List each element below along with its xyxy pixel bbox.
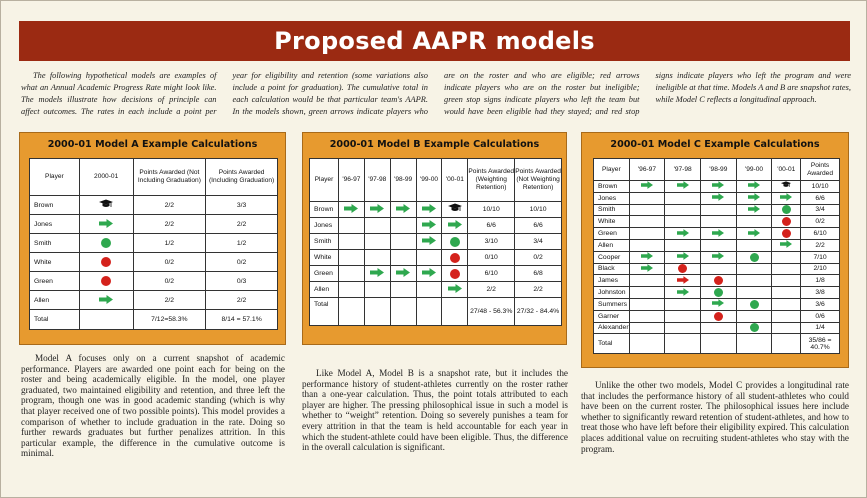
player-name: Smith xyxy=(30,234,80,253)
status-cell xyxy=(79,291,133,310)
table-row xyxy=(310,234,562,250)
status-cell xyxy=(79,234,133,253)
intro-text: The following hypothetical models are examples of what an Annual Academic Progress Rate might look like. The models illustrate how decisions of principle can affect outcomes. The rates in each include a point per year for eligibility and retention (some variations also include a point for graduation). The cumulative total in each calculation would be that particular team's AAPR. In the models shown, green arrows indicate players who are on the roster and who are eligible; red arrows indicate players who are on the roster but ineligible; green stop signs indicate players who left the team but would have been eligible had they stayed; and red stop signs indicate players who left the program and were ineligible at that time. Models A and B are snapshot rates, while Model C reflects a longitudinal approach. xyxy=(21,71,851,116)
green-arrow-icon xyxy=(396,204,410,215)
status-cell xyxy=(442,282,468,298)
points-cell: 1/8 xyxy=(801,275,840,287)
status-cell xyxy=(772,251,801,263)
status-cell xyxy=(665,275,701,287)
table-row xyxy=(30,234,278,253)
red-arrow-icon xyxy=(677,276,689,286)
player-name: Allen xyxy=(30,291,80,310)
status-cell xyxy=(736,204,772,216)
model-a-panel xyxy=(19,132,286,345)
status-cell xyxy=(416,282,442,298)
green-arrow-icon xyxy=(780,193,792,203)
points-cell: 0/2 xyxy=(206,253,278,272)
player-name: White xyxy=(594,216,630,228)
status-cell xyxy=(416,266,442,282)
header-year: '99-00 xyxy=(736,159,772,181)
points-cell: 3/8 xyxy=(801,287,840,299)
player-name: Allen xyxy=(594,239,630,251)
status-cell xyxy=(442,250,468,266)
status-cell xyxy=(629,204,665,216)
points-cell: 6/10 xyxy=(801,228,840,240)
table-row xyxy=(594,204,840,216)
status-cell xyxy=(700,216,736,228)
total-points: 27/48 - 56.3% xyxy=(468,298,515,326)
green-arrow-icon xyxy=(99,219,113,230)
player-name: Alexander xyxy=(594,322,630,334)
player-name: Black xyxy=(594,263,630,275)
player-name: Johnston xyxy=(594,287,630,299)
player-name: Jones xyxy=(30,215,80,234)
empty-cell xyxy=(364,298,390,326)
status-cell xyxy=(442,218,468,234)
points-cell: 2/2 xyxy=(801,239,840,251)
status-cell xyxy=(364,266,390,282)
status-cell xyxy=(629,322,665,334)
green-arrow-icon xyxy=(422,220,436,231)
status-cell xyxy=(772,322,801,334)
status-cell xyxy=(665,216,701,228)
table-row xyxy=(310,202,562,218)
player-name: Smith xyxy=(310,234,339,250)
red-stop-icon xyxy=(678,264,687,273)
status-cell xyxy=(700,251,736,263)
red-stop-icon xyxy=(714,276,723,285)
points-cell: 0/6 xyxy=(801,310,840,322)
table-row xyxy=(594,181,840,193)
green-arrow-icon xyxy=(396,268,410,279)
status-cell xyxy=(736,192,772,204)
status-cell xyxy=(736,228,772,240)
status-cell xyxy=(736,287,772,299)
status-cell xyxy=(629,239,665,251)
points-cell: 3/4 xyxy=(801,204,840,216)
points-cell: 0/2 xyxy=(133,253,206,272)
green-arrow-icon xyxy=(422,204,436,215)
points-cell: 2/2 xyxy=(206,215,278,234)
status-cell xyxy=(772,216,801,228)
status-cell xyxy=(364,234,390,250)
model-c-table xyxy=(593,158,840,354)
table-row xyxy=(594,263,840,275)
green-stop-icon xyxy=(450,237,460,247)
green-arrow-icon xyxy=(99,295,113,306)
table-row xyxy=(310,218,562,234)
points-cell: 0/3 xyxy=(206,272,278,291)
player-name: Allen xyxy=(310,282,339,298)
red-stop-icon xyxy=(101,276,111,286)
empty-cell xyxy=(700,334,736,354)
status-cell xyxy=(665,287,701,299)
status-cell xyxy=(338,218,364,234)
status-cell xyxy=(629,251,665,263)
status-cell xyxy=(772,181,801,193)
status-cell xyxy=(390,282,416,298)
status-cell xyxy=(700,228,736,240)
empty-cell xyxy=(338,298,364,326)
status-cell xyxy=(772,310,801,322)
points-cell: 0/2 xyxy=(515,250,562,266)
header-points-with-graduation: Points Awarded (Including Graduation) xyxy=(206,159,278,196)
points-cell: 2/2 xyxy=(515,282,562,298)
header-points-no-graduation: Points Awarded (Not Including Graduation) xyxy=(133,159,206,196)
status-cell xyxy=(700,204,736,216)
status-cell xyxy=(416,218,442,234)
model-a-description: Model A focuses only on a current snapshot of academic performance. Players are awarded one point each for being on the roster and being academically eligible. In the model, one player graduated, two maintained eligibility and retention, and three left the program, though one was in good academic standing (which is why that player received one of two possible points). This model provides a comparison of whether to include graduation in the rate. Doing so further rewards graduates but further penalizes attrition. In this particular example, the difference in the cumulative outcome is minimal. xyxy=(21,353,285,459)
status-cell xyxy=(364,250,390,266)
points-cell: 3/4 xyxy=(515,234,562,250)
header-year: '97-98 xyxy=(665,159,701,181)
status-cell xyxy=(772,275,801,287)
empty-cell xyxy=(665,334,701,354)
player-name: Brown xyxy=(594,181,630,193)
status-cell xyxy=(736,263,772,275)
green-arrow-icon xyxy=(712,299,724,309)
player-name: Green xyxy=(310,266,339,282)
status-cell xyxy=(772,263,801,275)
status-cell xyxy=(736,251,772,263)
red-stop-icon xyxy=(714,312,723,321)
status-cell xyxy=(79,272,133,291)
status-cell xyxy=(700,192,736,204)
points-cell: 2/2 xyxy=(133,291,206,310)
points-cell: 1/2 xyxy=(206,234,278,253)
player-name: Green xyxy=(30,272,80,291)
status-cell xyxy=(772,204,801,216)
green-arrow-icon xyxy=(780,240,792,250)
table-row xyxy=(594,192,840,204)
green-arrow-icon xyxy=(641,264,653,274)
status-cell xyxy=(700,298,736,310)
header-year: '97-98 xyxy=(364,159,390,202)
header-year: '96-97 xyxy=(338,159,364,202)
status-cell xyxy=(665,181,701,193)
empty-cell xyxy=(416,298,442,326)
points-cell: 6/6 xyxy=(801,192,840,204)
status-cell xyxy=(665,298,701,310)
status-cell xyxy=(390,266,416,282)
green-arrow-icon xyxy=(677,288,689,298)
status-cell xyxy=(736,310,772,322)
red-stop-icon xyxy=(782,229,791,238)
status-cell xyxy=(736,275,772,287)
status-cell xyxy=(629,310,665,322)
status-cell xyxy=(700,181,736,193)
status-cell xyxy=(629,275,665,287)
header-player: Player xyxy=(594,159,630,181)
header-player: Player xyxy=(310,159,339,202)
points-cell: 10/10 xyxy=(468,202,515,218)
green-arrow-icon xyxy=(677,252,689,262)
status-cell xyxy=(736,298,772,310)
table-row xyxy=(594,310,840,322)
table-row xyxy=(594,228,840,240)
green-arrow-icon xyxy=(422,268,436,279)
model-a-title: 2000-01 Model A Example Calculations xyxy=(47,139,258,150)
status-cell xyxy=(442,266,468,282)
table-row xyxy=(310,282,562,298)
points-cell: 1/2 xyxy=(133,234,206,253)
status-cell xyxy=(736,322,772,334)
header-year: '96-97 xyxy=(629,159,665,181)
status-cell xyxy=(665,239,701,251)
points-cell: 2/2 xyxy=(468,282,515,298)
status-cell xyxy=(700,239,736,251)
table-row xyxy=(30,215,278,234)
status-cell xyxy=(364,218,390,234)
status-cell xyxy=(629,216,665,228)
green-arrow-icon xyxy=(712,252,724,262)
player-name: Brown xyxy=(310,202,339,218)
red-stop-icon xyxy=(450,269,460,279)
total-label: Total xyxy=(310,298,339,326)
table-row xyxy=(594,287,840,299)
green-stop-icon xyxy=(750,300,759,309)
model-c-description: Unlike the other two models, Model C provides a longitudinal rate that includes the performance history of all student-athletes who could have been on the current roster. The philosophical issues here include whether to significantly reward retention of student-athletes, and how to treat those who have left before their eligibility expired. This calculation places additional value on recruiting student-athletes who stay with the program. xyxy=(581,380,849,454)
points-cell: 2/2 xyxy=(133,196,206,215)
status-cell xyxy=(665,310,701,322)
status-cell xyxy=(772,298,801,310)
total-points: 27/32 - 84.4% xyxy=(515,298,562,326)
graduation-cap-icon xyxy=(99,199,113,212)
points-cell: 10/10 xyxy=(801,181,840,193)
header-year: 2000-01 xyxy=(79,159,133,196)
status-cell xyxy=(736,239,772,251)
points-cell: 2/2 xyxy=(133,215,206,234)
empty-cell xyxy=(79,310,133,330)
status-cell xyxy=(629,192,665,204)
red-stop-icon xyxy=(782,217,791,226)
status-cell xyxy=(665,263,701,275)
status-cell xyxy=(629,298,665,310)
model-b-table xyxy=(309,158,562,326)
status-cell xyxy=(736,181,772,193)
page-title: Proposed AAPR models xyxy=(274,27,595,55)
status-cell xyxy=(629,287,665,299)
page-banner xyxy=(19,21,850,61)
header-year: '98-99 xyxy=(700,159,736,181)
table-row xyxy=(594,322,840,334)
total-points: 35/86 = 40.7% xyxy=(801,334,840,354)
green-arrow-icon xyxy=(422,236,436,247)
green-arrow-icon xyxy=(677,181,689,191)
total-label: Total xyxy=(594,334,630,354)
table-row xyxy=(30,253,278,272)
status-cell xyxy=(700,322,736,334)
points-cell: 3/6 xyxy=(801,298,840,310)
header-year: '00-01 xyxy=(772,159,801,181)
points-cell: 6/10 xyxy=(468,266,515,282)
green-stop-icon xyxy=(750,323,759,332)
status-cell xyxy=(338,266,364,282)
green-stop-icon xyxy=(714,288,723,297)
status-cell xyxy=(700,310,736,322)
model-b-title: 2000-01 Model B Example Calculations xyxy=(329,139,540,150)
green-arrow-icon xyxy=(712,193,724,203)
status-cell xyxy=(390,234,416,250)
points-cell: 3/3 xyxy=(206,196,278,215)
header-player: Player xyxy=(30,159,80,196)
player-name: Jones xyxy=(310,218,339,234)
green-arrow-icon xyxy=(748,205,760,215)
status-cell xyxy=(338,202,364,218)
total-row xyxy=(30,310,278,330)
green-arrow-icon xyxy=(370,204,384,215)
model-c-title: 2000-01 Model C Example Calculations xyxy=(610,139,820,150)
green-arrow-icon xyxy=(712,229,724,239)
table-row xyxy=(594,251,840,263)
green-arrow-icon xyxy=(641,252,653,262)
model-b-description: Like Model A, Model B is a snapshot rate, but it includes the performance history of student-athletes currently on the roster rather than a one-year calculation. Thus, the point totals attributed to each player are higher. The pressing philosophical issue in such a model is whether to “weight” retention. Doing so severely punishes a team for every attrition in that the team is held accountable for each year in which the student-athlete could have been eligible. Thus, the difference in the overall calculation is significant. xyxy=(302,368,568,453)
empty-cell xyxy=(629,334,665,354)
status-cell xyxy=(442,202,468,218)
status-cell xyxy=(364,202,390,218)
total-label: Total xyxy=(30,310,80,330)
green-arrow-icon xyxy=(344,204,358,215)
empty-cell xyxy=(772,334,801,354)
total-points: 8/14 = 57.1% xyxy=(206,310,278,330)
green-arrow-icon xyxy=(712,181,724,191)
table-row xyxy=(30,291,278,310)
model-b-panel xyxy=(302,132,567,345)
status-cell xyxy=(390,250,416,266)
green-arrow-icon xyxy=(370,268,384,279)
player-name: Green xyxy=(594,228,630,240)
points-cell: 6/6 xyxy=(468,218,515,234)
status-cell xyxy=(665,192,701,204)
status-cell xyxy=(364,282,390,298)
status-cell xyxy=(736,216,772,228)
status-cell xyxy=(772,228,801,240)
player-name: Garner xyxy=(594,310,630,322)
points-cell: 7/10 xyxy=(801,251,840,263)
points-cell: 0/2 xyxy=(133,272,206,291)
green-arrow-icon xyxy=(448,284,462,295)
green-arrow-icon xyxy=(748,181,760,191)
total-points: 7/12=58.3% xyxy=(133,310,206,330)
empty-cell xyxy=(442,298,468,326)
empty-cell xyxy=(736,334,772,354)
header-year: '98-99 xyxy=(390,159,416,202)
points-cell: 2/10 xyxy=(801,263,840,275)
green-stop-icon xyxy=(101,238,111,248)
intro-paragraph xyxy=(21,70,851,118)
green-arrow-icon xyxy=(677,229,689,239)
graduation-cap-icon xyxy=(448,203,462,216)
model-c-panel xyxy=(581,132,849,368)
green-arrow-icon xyxy=(748,229,760,239)
header-year: '00-01 xyxy=(442,159,468,202)
green-arrow-icon xyxy=(448,220,462,231)
player-name: James xyxy=(594,275,630,287)
green-arrow-icon xyxy=(641,181,653,191)
table-row xyxy=(594,216,840,228)
status-cell xyxy=(665,228,701,240)
green-arrow-icon xyxy=(748,193,760,203)
status-cell xyxy=(416,234,442,250)
table-row xyxy=(594,275,840,287)
graduation-cap-icon xyxy=(780,181,792,191)
status-cell xyxy=(338,234,364,250)
status-cell xyxy=(629,181,665,193)
status-cell xyxy=(700,275,736,287)
status-cell xyxy=(700,287,736,299)
status-cell xyxy=(79,253,133,272)
points-cell: 0/10 xyxy=(468,250,515,266)
green-stop-icon xyxy=(750,253,759,262)
status-cell xyxy=(79,215,133,234)
player-name: White xyxy=(30,253,80,272)
points-cell: 1/4 xyxy=(801,322,840,334)
status-cell xyxy=(772,192,801,204)
status-cell xyxy=(665,322,701,334)
status-cell xyxy=(665,251,701,263)
table-row xyxy=(30,196,278,215)
status-cell xyxy=(665,204,701,216)
player-name: Summers xyxy=(594,298,630,310)
player-name: Cooper xyxy=(594,251,630,263)
points-cell: 0/2 xyxy=(801,216,840,228)
table-row xyxy=(30,272,278,291)
status-cell xyxy=(772,287,801,299)
status-cell xyxy=(772,239,801,251)
player-name: White xyxy=(310,250,339,266)
points-cell: 3/10 xyxy=(468,234,515,250)
red-stop-icon xyxy=(450,253,460,263)
table-row xyxy=(594,239,840,251)
status-cell xyxy=(79,196,133,215)
status-cell xyxy=(442,234,468,250)
header-year: '99-00 xyxy=(416,159,442,202)
table-row xyxy=(310,250,562,266)
red-stop-icon xyxy=(101,257,111,267)
status-cell xyxy=(390,218,416,234)
header-points: Points Awarded xyxy=(801,159,840,181)
table-row xyxy=(310,266,562,282)
total-row xyxy=(594,334,840,354)
points-cell: 6/6 xyxy=(515,218,562,234)
player-name: Smith xyxy=(594,204,630,216)
status-cell xyxy=(629,228,665,240)
status-cell xyxy=(416,202,442,218)
points-cell: 10/10 xyxy=(515,202,562,218)
player-name: Brown xyxy=(30,196,80,215)
empty-cell xyxy=(390,298,416,326)
status-cell xyxy=(629,263,665,275)
status-cell xyxy=(700,263,736,275)
total-row xyxy=(310,298,562,326)
model-a-table xyxy=(29,158,278,330)
points-cell: 6/8 xyxy=(515,266,562,282)
player-name: Jones xyxy=(594,192,630,204)
status-cell xyxy=(338,282,364,298)
status-cell xyxy=(338,250,364,266)
green-stop-icon xyxy=(782,205,791,214)
table-row xyxy=(594,298,840,310)
header-points-weighting: Points Awarded (Weighting Retention) xyxy=(468,159,515,202)
points-cell: 2/2 xyxy=(206,291,278,310)
status-cell xyxy=(390,202,416,218)
header-points-not-weighting: Points Awarded (Not Weighting Retention) xyxy=(515,159,562,202)
status-cell xyxy=(416,250,442,266)
